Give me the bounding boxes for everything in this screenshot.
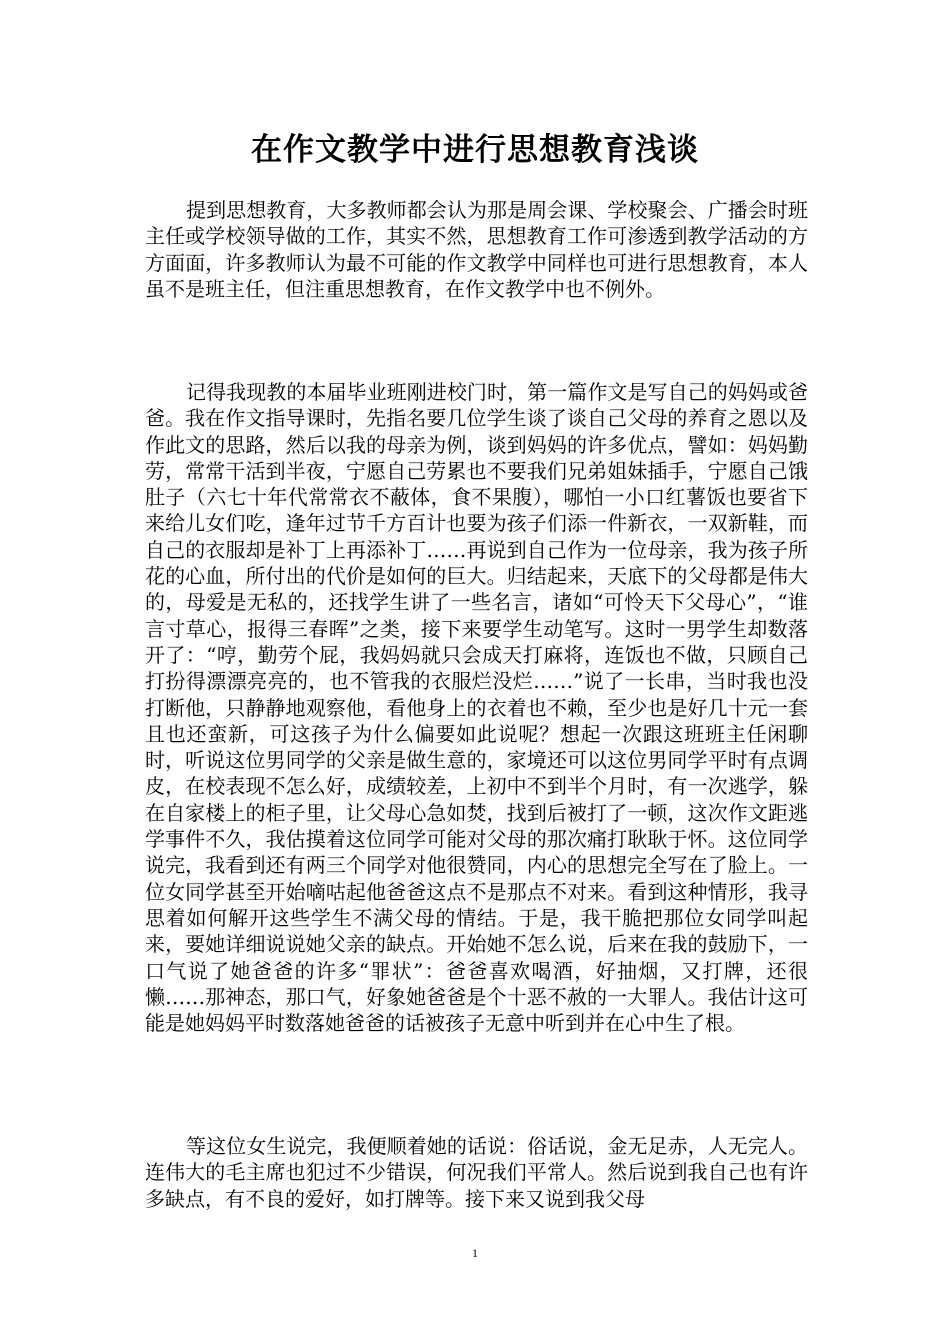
paragraph-story: 记得我现教的本届毕业班刚进校门时，第一篇作文是写自己的妈妈或爸爸。我在作文指导课时，先指名要几位学生谈了谈自己父母的养育之恩以及作此文的思路，然后以我的母亲为例，谈到妈妈的许多优点，譬如：妈妈勤劳，常常干活到半夜，宁愿自己劳累也不要我们兄弟姐妹插手，宁愿自己饿肚子（六七十年代常常衣不蔽体，食不果腹），哪怕一小口红薯饭也要省下来给儿女们吃，逢年过节千方百计也要为孩子们添一件新衣，一双新鞋，而自己的衣服却是补丁上再添补丁……再说到自己作为一位母亲，我为孩子所花的心血，所付出的代价是如何的巨大。归结起来，天底下的父母都是伟大的，母爱是无私的，还找学生讲了一些名言，诸如“可怜天下父母心”，“谁言寸草心，报得三春晖”之类，接下来要学生动笔写。这时一男学生却数落开了：“哼，勤劳个屁，我妈妈就只会成天打麻将，连饭也不做，只顾自己打扮得漂漂亮亮的，也不管我的衣服烂没烂……”说了一长串，当时我也没打断他，只静静地观察他，看他身上的衣着也不赖，至少也是好几十元一套且也还蛮新，可这孩子为什么偏要如此说呢？想起一次跟这班班主任闲聊时，听说这位男同学的父亲是做生意的，家境还可以这位男同学平时有点调皮，在校表现不怎么好，成绩较差，上初中不到半个月时，有一次逃学，躲在自家楼上的柜子里，让父母心急如焚，找到后被打了一顿，这次作文距逃学事件不久，我估摸着这位同学可能对父母的那次痛打耿耿于怀。这位同学说完，我看到还有两三个同学对他很赞同，内心的思想完全写在了脸上。一位女同学甚至开始嘀咕起他爸爸这点不是那点不对来。看到这种情形，我寻思着如何解开这些学生不满父母的情结。于是，我干脆把那位女同学叫起来，要她详细说说她父亲的缺点。开始她不怎么说，后来在我的鼓励下，一口气说了她爸爸的许多“罪状”：爸爸喜欢喝酒，好抽烟，又打牌，还很懒……那神态，那口气，好象她爸爸是个十恶不赦的一大罪人。我估计这可能是她妈妈平时数落她爸爸的话被孩子无意中听到并在心中生了根。 (145, 380, 808, 1036)
paragraph-intro: 提到思想教育，大多教师都会认为那是周会课、学校聚会、广播会时班主任或学校领导做的工作，其实不然，思想教育工作可渗透到教学活动的方方面面，许多教师认为最不可能的作文教学中同样也可进行思想教育，本人虽不是班主任，但注重思想教育，在作文教学中也不例外。 (145, 198, 808, 301)
paragraph-response: 等这位女生说完，我便顺着她的话说：俗话说，金无足赤，人无完人。连伟大的毛主席也犯过不少错误，何况我们平常人。然后说到我自己也有许多缺点，有不良的爱好，如打牌等。接下来又说到我父母 (145, 1134, 808, 1211)
page-number: 1 (472, 1246, 478, 1260)
document-title: 在作文教学中进行思想教育浅谈 (251, 132, 699, 168)
